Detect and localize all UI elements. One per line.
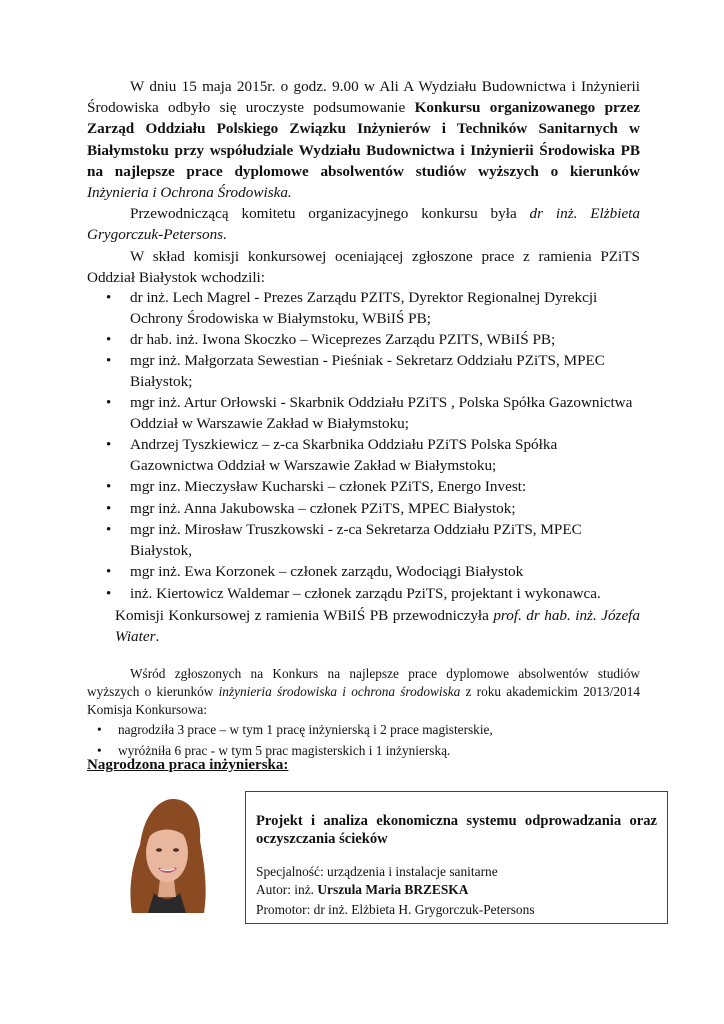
intro-text: W dniu 15 maja 2015r. o godz. 9.00 w Ali A Wydziału Budownictwa i Inżynierii Środowiska odbyło się uroczyste podsumowanie (87, 78, 640, 117)
chair-text: Przewodniczącą komitetu organizacyjnego konkursu była (130, 205, 530, 223)
intro-paragraph (87, 76, 640, 203)
chair-name: dr inż. Elżbieta Grygorczuk-Petersons. (87, 205, 640, 244)
summary-text-end: z roku akademickim 2013/2014 Komisja Konkursowa: (87, 684, 640, 718)
promoter: Promotor: dr inż. Elżbieta H. Grygorczuk-Petersons (256, 902, 535, 917)
awards-list (87, 719, 640, 761)
wbiis-text: Komisji Konkursowej z ramienia WBiIŚ PB przewodniczyła (115, 606, 494, 624)
specialty: Specjalność: urządzenia i instalacje sanitarne (256, 864, 498, 879)
list-item: • mgr inz. Mieczysław Kucharski – członek PZiTS, Energo Invest: (87, 477, 640, 498)
summary-paragraph (87, 665, 640, 719)
list-item: • Andrzej Tyszkiewicz – z-ca Skarbnika Oddziału PZiTS Polska Spółka Gazownictwa Oddział w Warszawie Zakład w Białymstoku; (87, 435, 640, 476)
list-item: • nagrodziła 3 prace – w tym 1 pracę inżynierską i 2 prace magisterskie, (87, 719, 640, 740)
document-body (87, 76, 640, 761)
list-item: • mgr inż. Anna Jakubowska – członek PZiTS, MPEC Białystok; (87, 499, 640, 520)
author (256, 881, 657, 899)
list-item: • mgr inż. Ewa Korzonek – członek zarządu, Wodociągi Białystok (87, 562, 640, 583)
chair-paragraph (87, 203, 640, 245)
author-photo (118, 793, 213, 913)
summary-fields: inżynieria środowiska i ochrona środowiska (218, 684, 461, 700)
author-name: Urszula Maria BRZESKA (317, 881, 469, 897)
author-label: Autor: inż. (256, 881, 318, 897)
thesis-card (245, 791, 668, 924)
wbiis-chair-paragraph (87, 605, 640, 647)
list-item: • dr inż. Lech Magrel - Prezes Zarządu PZITS, Dyrektor Regionalnej Dyrekcji Ochrony Środowiska w Białymstoku, WBiIŚ PB; (87, 288, 640, 329)
committee-paragraph: W skład komisji konkursowej oceniającej zgłoszone prace z ramienia PZiTS Oddział Białystok wchodzili: (87, 247, 640, 286)
wbiis-period: . (155, 628, 160, 646)
committee-list (87, 288, 640, 604)
list-item: • inż. Kiertowicz Waldemar – członek zarządu PziTS, projektant i wykonawca. (87, 584, 640, 605)
section-heading: Nagrodzona praca inżynierska: (87, 757, 289, 773)
list-item: • wyróżniła 6 prac - w tym 5 prac magisterskich i 1 inżynierską. (87, 740, 640, 761)
list-item: • dr hab. inż. Iwona Skoczko – Wiceprezes Zarządu PZITS, WBiIŚ PB; (87, 330, 640, 351)
list-item: • mgr inż. Mirosław Truszkowski - z-ca Sekretarza Oddziału PZiTS, MPEC Białystok, (87, 520, 640, 561)
summary-text: Wśród zgłoszonych na Konkurs na najlepsze prace dyplomowe absolwentów studiów wyższych o kierunków (87, 666, 640, 700)
thesis-title: Projekt i analiza ekonomiczna systemu odprowadzania oraz oczyszczania ścieków (256, 813, 657, 847)
list-item: • mgr inż. Artur Orłowski - Skarbnik Oddziału PZiTS , Polska Spółka Gazownictwa Oddział w Warszawie Zakład w Białymstoku; (87, 393, 640, 434)
list-item: • mgr inż. Małgorzata Sewestian - Pieśniak - Sekretarz Oddziału PZiTS, MPEC Białystok; (87, 351, 640, 392)
wbiis-chair-name: prof. dr hab. inż. Józefa Wiater (115, 606, 640, 646)
field-of-study: Inżynieria i Ochrona Środowiska. (87, 184, 292, 202)
competition-name: Konkursu organizowanego przez Zarząd Oddziału Polskiego Związku Inżynierów i Techników Sanitarnych w Białymstoku przy współudziale Wydziału Budownictwa i Inżynierii Środowiska PB na najlepsze prace dyplomowe absolwentów studiów wyższych o kierunków (87, 99, 640, 180)
